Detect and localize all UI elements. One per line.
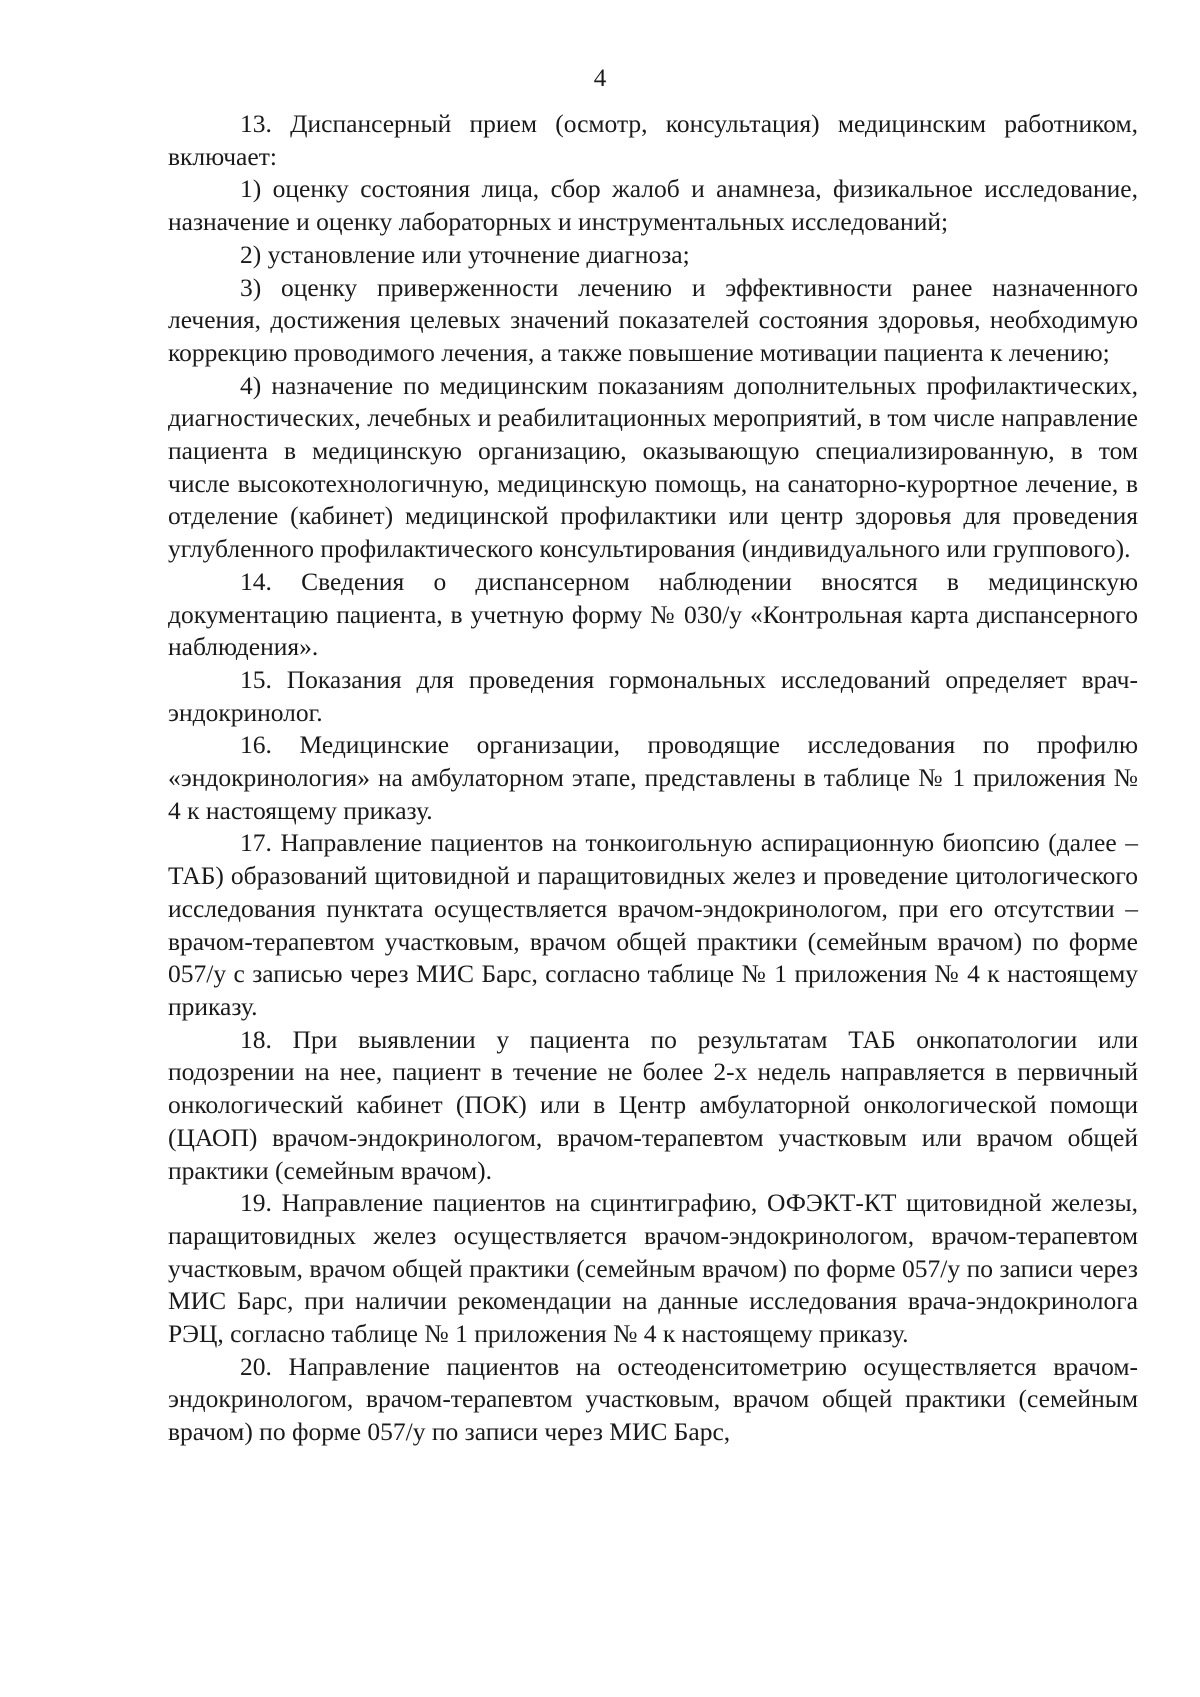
paragraph-20: 20. Направление пациентов на остеоденситометрию осуществляется врачом-эндокринологом, врачом-терапевтом участковым, врачом общей практики (семейным врачом) по форме 057/у по записи через МИС Барс, xyxy=(168,1351,1138,1447)
paragraph-16: 16. Медицинские организации, проводящие исследования по профилю «эндокринология» на амбулаторном этапе, представлены в таблице № 1 приложения № 4 к настоящему приказу. xyxy=(168,730,1138,825)
paragraph-15: 15. Показания для проведения гормональных исследований определяет врач-эндокринолог. xyxy=(168,664,1138,727)
paragraph-17: 17. Направление пациентов на тонкоигольную аспирационную биопсию (далее – ТАБ) образований щитовидной и паращитовидных желез и проведение цитологического исследования пунктата осуществляется врачом-эндокринологом, при его отсутствии – врачом-терапевтом участковым, врачом общей практики (семейным врачом) по форме 057/у с записью через МИС Барс, согласно таблице № 1 приложения № 4 к настоящему приказу. xyxy=(168,828,1138,1021)
document-body xyxy=(168,108,1138,1449)
paragraph-13-item-3: 3) оценку приверженности лечению и эффективности ранее назначенного лечения, достижения целевых значений показателей состояния здоровья, необходимую коррекцию проводимого лечения, а также повышение мотивации пациента к лечению; xyxy=(168,272,1138,367)
paragraph-13-item-1: 1) оценку состояния лица, сбор жалоб и анамнеза, физикальное исследование, назначение и оценку лабораторных и инструментальных исследований; xyxy=(168,174,1138,237)
paragraph-18: 18. При выявлении у пациента по результатам ТАБ онкопатологии или подозрении на нее, пациент в течение не более 2-х недель направляется в первичный онкологический кабинет (ПОК) или в Центр амбулаторной онкологической помощи (ЦАОП) врачом-эндокринологом, врачом-терапевтом участковым или врачом общей практики (семейным врачом). xyxy=(168,1024,1138,1185)
page-number: 4 xyxy=(593,65,607,92)
paragraph-13-item-2: 2) установление или уточнение диагноза; xyxy=(240,239,690,269)
paragraph-19: 19. Направление пациентов на сцинтиграфию, ОФЭКТ-КТ щитовидной железы, паращитовидных желез осуществляется врачом-эндокринологом, врачом-терапевтом участковым, врачом общей практики (семейным врачом) по форме 057/у по записи через МИС Барс, при наличии рекомендации на данные исследования врача-эндокринолога РЭЦ, согласно таблице № 1 приложения № 4 к настоящему приказу. xyxy=(168,1188,1138,1349)
paragraph-14: 14. Сведения о диспансерном наблюдении вносятся в медицинскую документацию пациента, в учетную форму № 030/у «Контрольная карта диспансерного наблюдения». xyxy=(168,566,1138,662)
paragraph-13-item-4: 4) назначение по медицинским показаниям дополнительных профилактических, диагностических, лечебных и реабилитационных мероприятий, в том числе направление пациента в медицинскую организацию, оказывающую специализированную, в том числе высокотехнологичную, медицинскую помощь, на санаторно-курортное лечение, в отделение (кабинет) медицинской профилактики или центр здоровья для проведения углубленного профилактического консультирования (индивидуального или группового). xyxy=(168,370,1138,564)
paragraph-13: 13. Диспансерный прием (осмотр, консультация) медицинским работником, включает: xyxy=(168,109,1138,171)
